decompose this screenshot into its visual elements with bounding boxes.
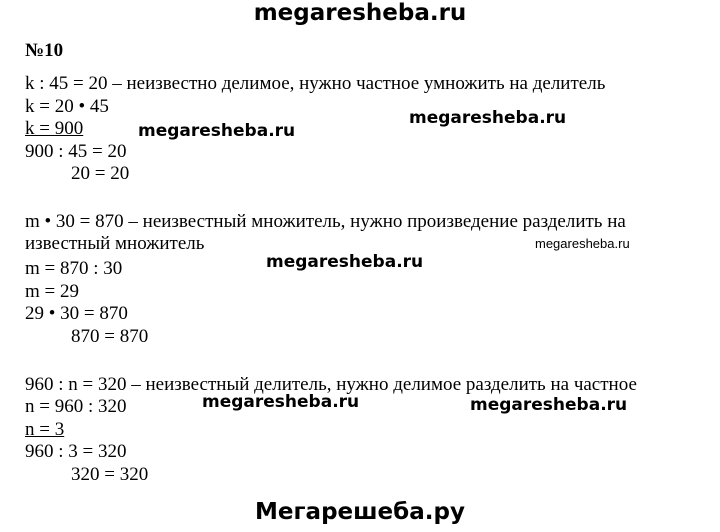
watermark: megaresheba.ru bbox=[266, 252, 424, 272]
block1-equation-explanation: k : 45 = 20 – неизвестно делимое, нужно частное умножить на делитель bbox=[25, 73, 606, 94]
exercise-number: №10 bbox=[25, 40, 64, 61]
watermark: megaresheba.ru bbox=[138, 121, 296, 141]
site-watermark-bottom: Мегарешеба.ру bbox=[255, 499, 465, 525]
block2-step: m = 870 : 30 bbox=[25, 258, 123, 279]
block2-check-result: 870 = 870 bbox=[71, 326, 149, 347]
watermark: megaresheba.ru bbox=[409, 108, 567, 128]
block3-check: 960 : 3 = 320 bbox=[25, 441, 127, 462]
block2-check: 29 • 30 = 870 bbox=[25, 303, 128, 324]
block1-check: 900 : 45 = 20 bbox=[25, 141, 127, 162]
block1-check-result: 20 = 20 bbox=[71, 163, 130, 184]
block1-step: k = 20 • 45 bbox=[25, 96, 109, 117]
block2-explanation-cont: известный множитель bbox=[25, 233, 205, 254]
block3-answer: n = 3 bbox=[25, 419, 65, 440]
block3-step: n = 960 : 320 bbox=[25, 396, 127, 417]
block2-answer: m = 29 bbox=[25, 281, 79, 302]
block3-equation-explanation: 960 : n = 320 – неизвестный делитель, нужно делимое разделить на частное bbox=[25, 374, 637, 395]
site-watermark-top: megaresheba.ru bbox=[253, 0, 467, 26]
watermark: megaresheba.ru bbox=[535, 236, 630, 251]
block2-equation-explanation: m • 30 = 870 – неизвестный множитель, нужно произведение разделить на bbox=[25, 211, 626, 232]
block3-check-result: 320 = 320 bbox=[71, 464, 149, 485]
watermark: megaresheba.ru bbox=[202, 392, 360, 412]
watermark: megaresheba.ru bbox=[470, 395, 628, 415]
block1-answer: k = 900 bbox=[25, 118, 84, 139]
